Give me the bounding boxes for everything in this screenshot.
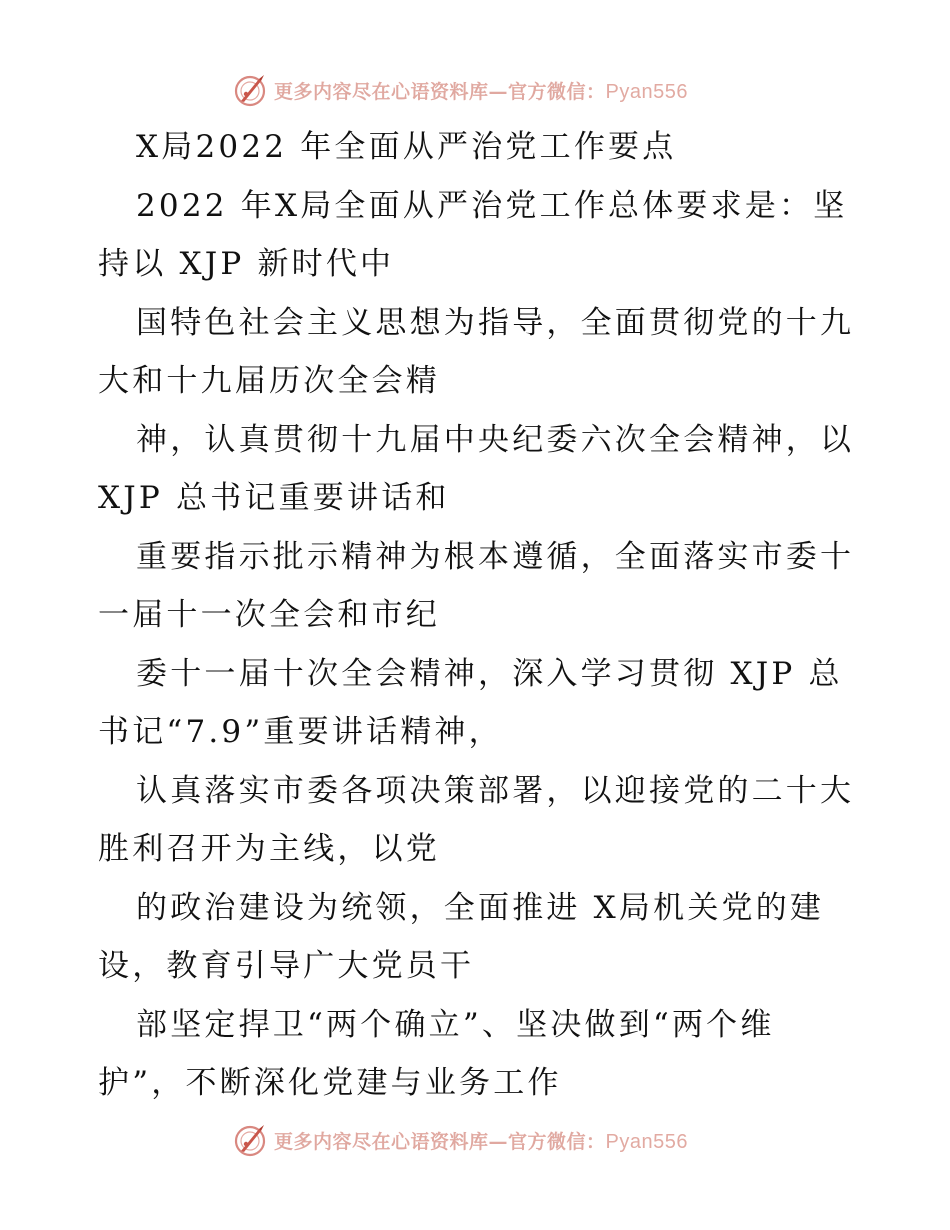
- paragraph-line: 神，认真贯彻十九届中央纪委六次全会精神，以: [136, 421, 855, 458]
- paragraph-line: 持以 XJP 新时代中: [98, 246, 395, 282]
- paragraph-line: 大和十九届历次全会精: [98, 363, 440, 399]
- paragraph-line: 设，教育引导广大党员干: [98, 948, 475, 984]
- watermark-wechat-id: Pyan556: [605, 80, 688, 103]
- paragraph-line: 书记“7.9”重要讲话精神，: [98, 714, 503, 750]
- paragraph-line: 护”，不断深化党建与业务工作: [98, 1065, 562, 1101]
- paragraph-line: 2022 年X局全面从严治党工作总体要求是：坚: [136, 187, 848, 224]
- watermark-footer: [232, 1120, 688, 1160]
- paragraph-line: 国特色社会主义思想为指导，全面贯彻党的十九: [136, 304, 855, 341]
- paragraph-line: 认真落实市委各项决策部署，以迎接党的二十大: [136, 772, 855, 809]
- document-title: X局2022 年全面从严治党工作要点: [136, 129, 677, 165]
- paragraph-line: 部坚定捍卫“两个确立”、坚决做到“两个维: [136, 1006, 775, 1043]
- document-body: [98, 118, 858, 1113]
- paragraph-line: 胜利召开为主线，以党: [98, 831, 440, 867]
- paragraph-line: 一届十一次全会和市纪: [98, 597, 440, 633]
- watermark-text: 更多内容尽在心语资料库—官方微信：Pyan556: [274, 1130, 688, 1153]
- watermark-text: 更多内容尽在心语资料库—官方微信：Pyan556: [274, 80, 688, 103]
- quill-circle-logo-icon: [232, 1122, 268, 1158]
- watermark-header: [232, 70, 688, 110]
- watermark-wechat-id: Pyan556: [605, 1130, 688, 1153]
- paragraph-line: 重要指示批示精神为根本遵循，全面落实市委十: [136, 538, 855, 575]
- paragraph-line: XJP 总书记重要讲话和: [98, 480, 450, 516]
- paragraph-line: 委十一届十次全会精神，深入学习贯彻 XJP 总: [136, 655, 843, 692]
- quill-circle-logo-icon: [232, 72, 268, 108]
- paragraph-line: 的政治建设为统领，全面推进 X局机关党的建: [136, 889, 825, 926]
